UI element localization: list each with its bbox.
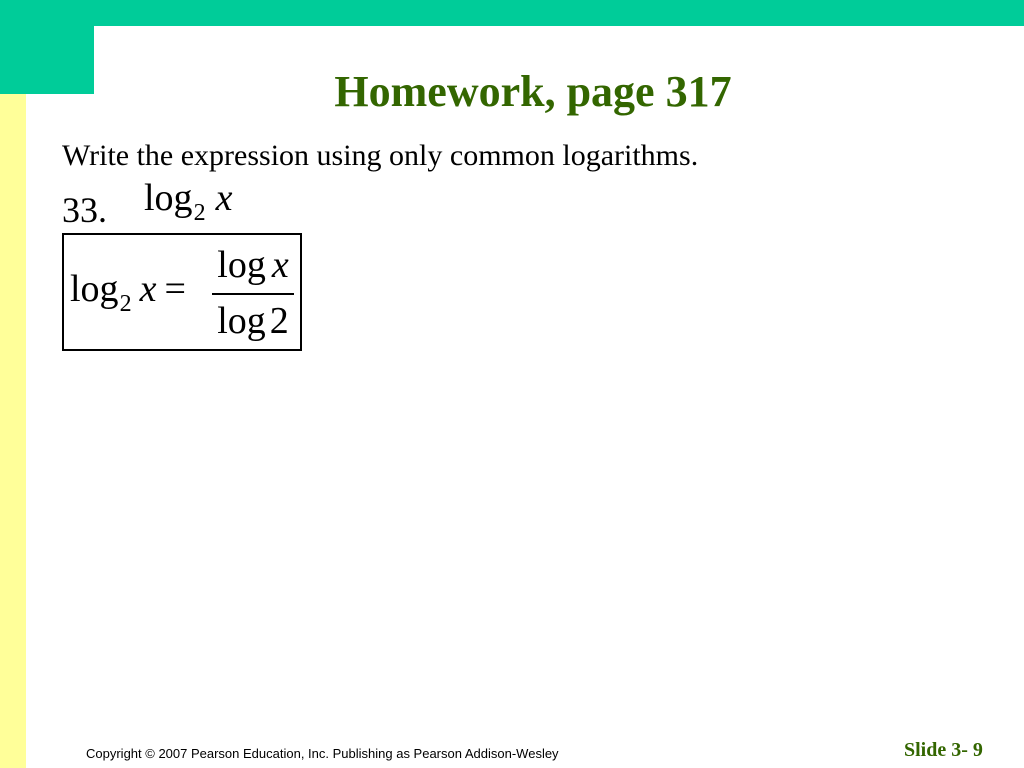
- answer-lhs: [70, 267, 186, 316]
- top-decorative-bar: [0, 0, 1024, 26]
- log-text: log: [144, 177, 193, 219]
- side-decorative-stripe: [0, 94, 26, 768]
- answer-fraction: [212, 241, 294, 345]
- numerator-log-text: log: [217, 244, 266, 286]
- lhs-log-text: log: [70, 268, 119, 310]
- fraction-numerator: [212, 243, 294, 287]
- slide-number: Slide 3- 9: [904, 739, 983, 761]
- problem-number: 33.: [62, 190, 107, 230]
- log-base: 2: [193, 200, 206, 226]
- denominator-value: 2: [269, 300, 289, 342]
- answer-box: [62, 233, 302, 351]
- problem-expression: [144, 176, 232, 225]
- fraction-bar: [212, 293, 294, 295]
- slide-title: Homework, page 317: [334, 67, 732, 116]
- instruction-text: Write the expression using only common logarithms.: [62, 139, 699, 172]
- lhs-log-base: 2: [119, 291, 132, 317]
- numerator-variable-x: x: [271, 244, 289, 286]
- fraction-denominator: [212, 299, 294, 343]
- equals-sign: =: [164, 268, 186, 310]
- lhs-variable-x: x: [139, 268, 157, 310]
- denominator-log-text: log: [217, 300, 266, 342]
- variable-x: x: [215, 177, 233, 219]
- copyright-notice: Copyright © 2007 Pearson Education, Inc. Publishing as Pearson Addison-Wesley: [86, 746, 559, 761]
